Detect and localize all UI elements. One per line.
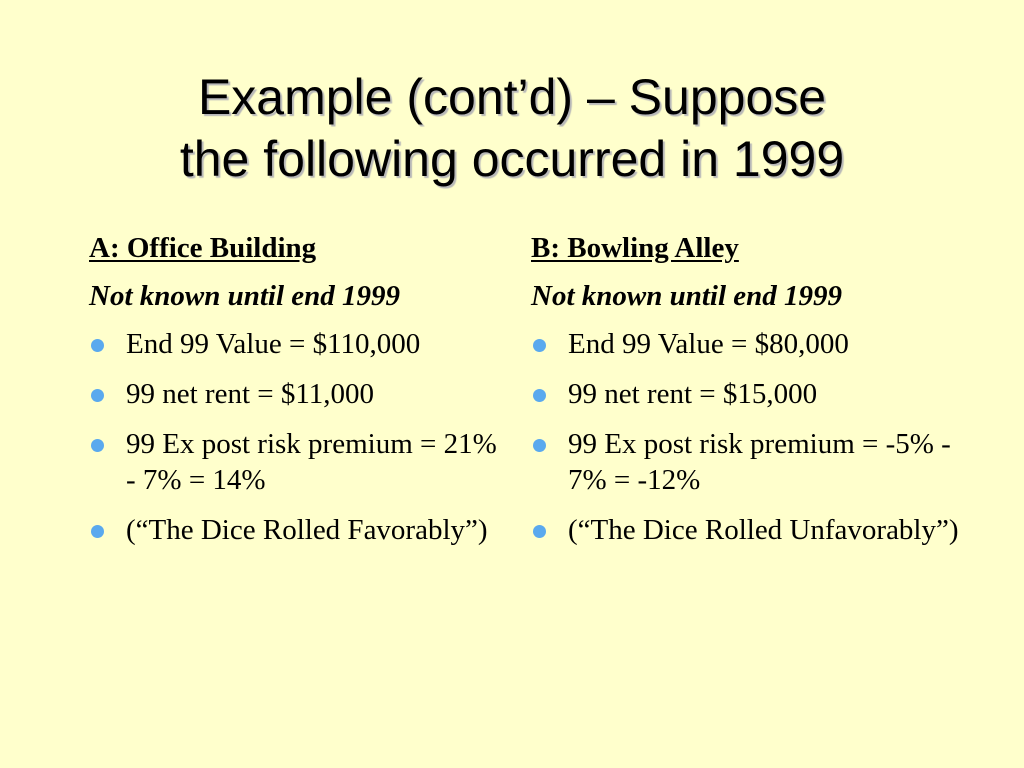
slide-title-line-2: the following occurred in 1999 [179, 131, 845, 187]
bullet-icon [533, 525, 546, 538]
list-item [89, 512, 509, 548]
list-item [531, 426, 961, 498]
slide-title-line-1: Example (cont’d) – Suppose [197, 69, 827, 125]
list-item [89, 376, 509, 412]
column-heading: A: Office Building [89, 232, 317, 264]
slide-title [40, 66, 984, 190]
bullet-list [531, 326, 961, 548]
bullet-text: 99 net rent = $11,000 [126, 378, 375, 410]
bullet-text: 99 Ex post risk premium = 21% - 7% = 14% [126, 428, 497, 496]
bullet-icon [91, 439, 104, 452]
bullet-icon [91, 339, 104, 352]
list-item [531, 326, 961, 362]
bullet-icon [91, 525, 104, 538]
bullet-icon [533, 339, 546, 352]
bullet-text: 99 Ex post risk premium = -5% - 7% = -12% [568, 428, 951, 496]
list-item [89, 326, 509, 362]
list-item [531, 376, 961, 412]
bullet-text: End 99 Value = $80,000 [568, 328, 849, 360]
list-item [89, 426, 509, 498]
column-heading: B: Bowling Alley [531, 232, 739, 264]
bullet-text: End 99 Value = $110,000 [126, 328, 421, 360]
column-subheading: Not known until end 1999 [89, 280, 401, 312]
bullet-text: 99 net rent = $15,000 [568, 378, 818, 410]
bullet-text: (“The Dice Rolled Favorably”) [126, 514, 488, 546]
column-subheading: Not known until end 1999 [531, 280, 843, 312]
column-bowling-alley [531, 230, 961, 562]
bullet-icon [91, 389, 104, 402]
bullet-icon [533, 389, 546, 402]
bullet-text: (“The Dice Rolled Unfavorably”) [568, 514, 959, 546]
bullet-list [89, 326, 509, 548]
bullet-icon [533, 439, 546, 452]
column-office-building [89, 230, 509, 562]
list-item [531, 512, 961, 548]
